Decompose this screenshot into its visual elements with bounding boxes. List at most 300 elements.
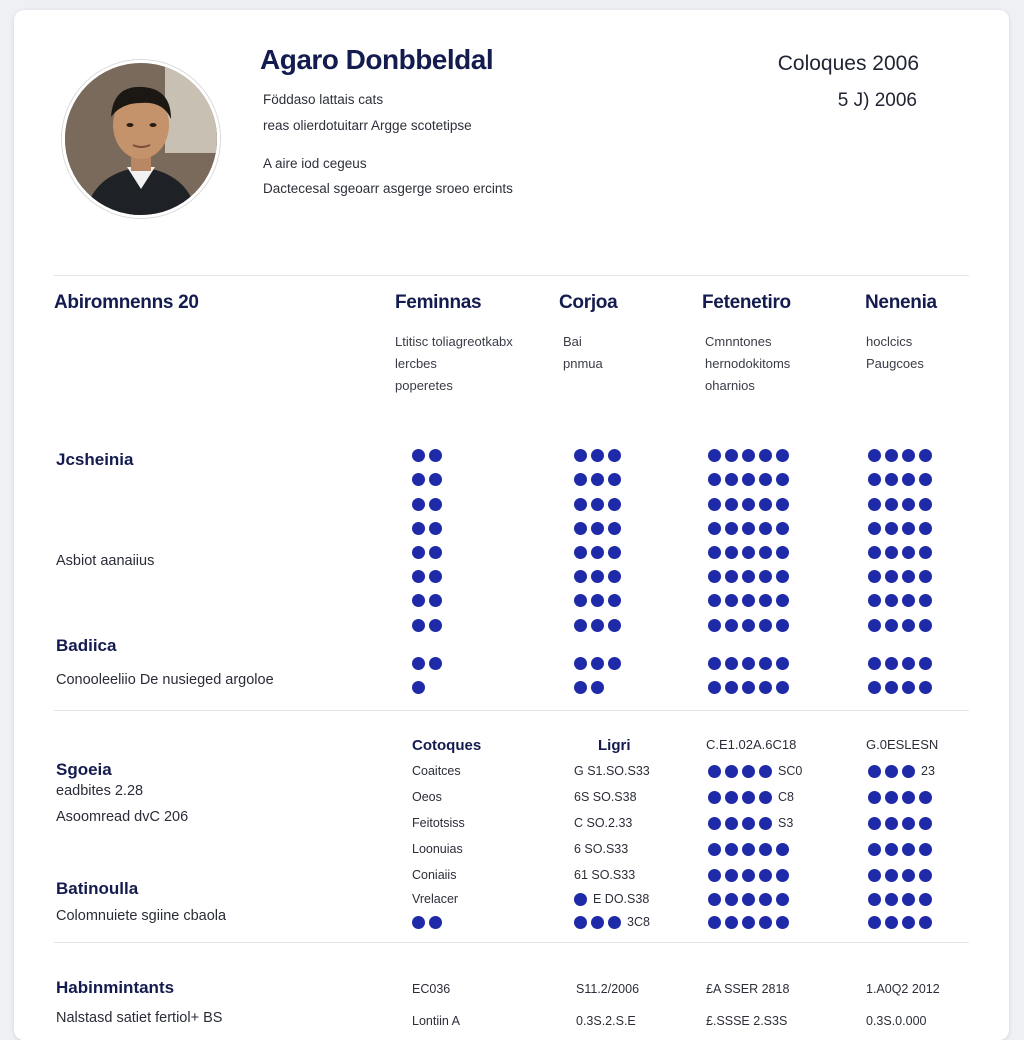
rating-dot	[902, 657, 915, 670]
cell-text: 6S SO.S38	[574, 790, 637, 804]
rating-dot	[591, 498, 604, 511]
table-header: C.E1.02A.6C18	[706, 737, 797, 752]
rating-dot	[885, 765, 898, 778]
rating-dot	[902, 869, 915, 882]
rating-dot	[591, 681, 604, 694]
rating-dot	[902, 817, 915, 830]
rating-dot	[742, 791, 755, 804]
rating-dots	[412, 593, 442, 607]
rating-dot	[759, 498, 772, 511]
rating-dot	[885, 916, 898, 929]
rating-dot	[412, 449, 425, 462]
rating-dot	[868, 817, 881, 830]
rating-dots	[412, 680, 425, 694]
column-subtitle	[563, 331, 603, 375]
rating-dots	[868, 472, 932, 486]
rating-dot	[708, 522, 721, 535]
value-cell: £.SSSE 2.S3S	[706, 1014, 788, 1028]
rating-dot	[412, 473, 425, 486]
rating-dot	[919, 681, 932, 694]
rating-dot	[759, 522, 772, 535]
table-cell-name	[412, 790, 442, 804]
rating-dot	[742, 619, 755, 632]
table-cell-rating	[868, 915, 932, 929]
rating-dot	[708, 657, 721, 670]
rating-dot	[885, 681, 898, 694]
rating-dot	[776, 473, 789, 486]
rating-dot	[919, 657, 932, 670]
rating-dot	[919, 473, 932, 486]
cell-text: Coniaiis	[412, 868, 457, 882]
rating-dot	[742, 893, 755, 906]
rating-dot	[885, 843, 898, 856]
rating-dot	[885, 869, 898, 882]
rating-dots	[412, 521, 442, 535]
rating-dot	[742, 570, 755, 583]
rating-dot	[868, 619, 881, 632]
rating-dot	[919, 619, 932, 632]
rating-dot	[574, 594, 587, 607]
table-cell-rating	[868, 842, 932, 856]
rating-dots	[868, 593, 932, 607]
cell-text: C SO.2.33	[574, 816, 633, 830]
row-label: Badiica	[56, 636, 117, 655]
rating-dot	[429, 546, 442, 559]
row-label: Colomnuiete sgiine cbaola	[56, 908, 227, 924]
value-cell: £A SSER 2818	[706, 982, 790, 996]
rating-dot	[608, 619, 621, 632]
rating-dots	[412, 545, 442, 559]
rating-dots	[708, 656, 789, 670]
rating-dot	[429, 619, 442, 632]
rating-dot	[902, 765, 915, 778]
rating-dots	[868, 842, 932, 856]
cell-text: Oeos	[412, 790, 442, 804]
rating-dot	[742, 817, 755, 830]
table-cell-rating	[708, 816, 793, 830]
divider	[54, 275, 969, 276]
rating-dot	[868, 657, 881, 670]
rating-dot	[759, 681, 772, 694]
rating-dot	[591, 657, 604, 670]
rating-dots	[868, 448, 932, 462]
column-subtitle	[866, 331, 924, 375]
rating-dot	[725, 657, 738, 670]
rating-dots	[708, 868, 789, 882]
rating-dot	[759, 449, 772, 462]
rating-dot	[885, 893, 898, 906]
rating-dot	[868, 916, 881, 929]
row-label: Jcsheinia	[56, 450, 134, 469]
rating-dot	[868, 765, 881, 778]
rating-dot	[725, 765, 738, 778]
rating-dot	[608, 498, 621, 511]
rating-dot	[412, 657, 425, 670]
rating-dot	[591, 522, 604, 535]
rating-dot	[708, 619, 721, 632]
rating-dot	[725, 546, 738, 559]
rating-dots	[708, 680, 789, 694]
rating-dot	[429, 594, 442, 607]
rating-dot	[574, 449, 587, 462]
rating-dot	[429, 473, 442, 486]
rating-dot	[776, 916, 789, 929]
column-header: Corjoa	[559, 292, 618, 313]
table-cell-name	[412, 842, 463, 856]
rating-dot	[412, 619, 425, 632]
table-cell-value	[574, 816, 632, 830]
rating-dot	[919, 916, 932, 929]
value-cell: Lontiin A	[412, 1014, 460, 1028]
rating-dot	[919, 817, 932, 830]
rating-dots	[708, 618, 789, 632]
value-cell: 0.3S.0.000	[866, 1014, 927, 1028]
table-cell-rating	[868, 892, 932, 906]
rating-dot	[429, 449, 442, 462]
rating-dot	[776, 522, 789, 535]
rating-dot	[708, 449, 721, 462]
rating-dot	[902, 449, 915, 462]
rating-dot	[708, 498, 721, 511]
rating-dot	[708, 843, 721, 856]
section-title: Abiromnenns 20	[54, 292, 199, 313]
rating-dots	[574, 521, 621, 535]
value-cell: 0.3S.2.S.E	[576, 1014, 636, 1028]
rating-dot	[574, 570, 587, 583]
column-header: Feminnas	[395, 292, 482, 313]
rating-dot	[591, 594, 604, 607]
rating-dot	[574, 893, 587, 906]
rating-dot	[429, 498, 442, 511]
rating-dot	[885, 817, 898, 830]
column-subtitle-line: poperetes	[395, 378, 453, 393]
rating-dot	[759, 843, 772, 856]
rating-dot	[725, 570, 738, 583]
rating-dot	[868, 791, 881, 804]
column-subtitle-line: Paugcoes	[866, 356, 924, 371]
rating-dot	[902, 473, 915, 486]
rating-dot	[885, 449, 898, 462]
rating-dot	[868, 570, 881, 583]
rating-dots	[868, 618, 932, 632]
cell-text: Coaitces	[412, 764, 461, 778]
rating-dot	[868, 869, 881, 882]
rating-dot	[868, 843, 881, 856]
column-header: Nenenia	[865, 292, 937, 313]
rating-dot	[759, 869, 772, 882]
rating-dot	[574, 681, 587, 694]
rating-dot	[885, 657, 898, 670]
rating-dot	[708, 546, 721, 559]
rating-dot	[608, 570, 621, 583]
rating-dot	[429, 522, 442, 535]
rating-dot	[902, 893, 915, 906]
rating-dot	[919, 546, 932, 559]
rating-dot	[919, 522, 932, 535]
rating-dot	[725, 791, 738, 804]
cell-text: SC0	[778, 764, 803, 778]
table-cell-name	[412, 915, 442, 929]
rating-dots	[868, 868, 932, 882]
rating-dots	[412, 656, 442, 670]
rating-dot	[725, 843, 738, 856]
rating-dot	[759, 893, 772, 906]
row-label: Conooleeliio De nusieged argoloe	[56, 672, 274, 688]
rating-dot	[776, 657, 789, 670]
table-cell-rating	[708, 842, 789, 856]
rating-dot	[725, 522, 738, 535]
rating-dots	[868, 545, 932, 559]
rating-dots	[868, 656, 932, 670]
rating-dots	[412, 569, 442, 583]
avatar	[62, 60, 220, 218]
cell-text: 61 SO.S33	[574, 868, 636, 882]
rating-dots	[868, 569, 932, 583]
table-cell-value	[574, 764, 650, 778]
rating-dots	[708, 915, 789, 929]
rating-dot	[902, 681, 915, 694]
rating-dot	[885, 619, 898, 632]
rating-dot	[708, 681, 721, 694]
rating-dots	[574, 497, 621, 511]
section-title: Habinmintants	[56, 978, 175, 997]
rating-dot	[759, 594, 772, 607]
rating-dots	[868, 764, 915, 778]
rating-dots	[868, 680, 932, 694]
rating-dot	[574, 498, 587, 511]
rating-dot	[742, 594, 755, 607]
rating-dots	[868, 892, 932, 906]
rating-dot	[725, 449, 738, 462]
rating-dot	[759, 570, 772, 583]
table-cell-rating	[708, 868, 789, 882]
rating-dot	[902, 619, 915, 632]
rating-dot	[708, 893, 721, 906]
rating-dot	[776, 619, 789, 632]
table-header: Cotoques	[412, 737, 482, 754]
table-cell-name	[412, 764, 461, 778]
rating-dots	[574, 680, 604, 694]
rating-dot	[742, 498, 755, 511]
cell-text: C8	[778, 790, 794, 804]
rating-dot	[574, 473, 587, 486]
rating-dots	[574, 545, 621, 559]
value-cell: EC036	[412, 982, 451, 996]
rating-dots	[574, 569, 621, 583]
column-subtitle-line: pnmua	[563, 356, 603, 371]
rating-dot	[902, 843, 915, 856]
rating-dot	[776, 893, 789, 906]
rating-dot	[412, 916, 425, 929]
rating-dot	[902, 594, 915, 607]
rating-dots	[708, 842, 789, 856]
column-subtitle-line: Bai	[563, 334, 582, 349]
cell-text: Loonuias	[412, 842, 463, 856]
rating-dot	[776, 843, 789, 856]
rating-dot	[776, 869, 789, 882]
rating-dots	[412, 472, 442, 486]
table-cell-name	[412, 868, 456, 882]
rating-dot	[412, 570, 425, 583]
rating-dots	[574, 915, 621, 929]
table-cell-rating	[868, 764, 935, 778]
rating-dot	[708, 473, 721, 486]
rating-dot	[574, 657, 587, 670]
rating-dot	[776, 449, 789, 462]
rating-dot	[919, 791, 932, 804]
rating-dot	[759, 765, 772, 778]
meta-line: A aire iod cegeus	[263, 156, 367, 171]
rating-dot	[412, 522, 425, 535]
row-label: eadbites 2.28	[56, 783, 144, 799]
rating-dots	[708, 448, 789, 462]
rating-dot	[725, 681, 738, 694]
rating-dot	[608, 473, 621, 486]
rating-dots	[708, 521, 789, 535]
rating-dot	[708, 916, 721, 929]
rating-dot	[868, 522, 881, 535]
table-cell-value	[574, 892, 649, 906]
rating-dot	[902, 522, 915, 535]
rating-dots	[574, 892, 587, 906]
cell-text: S3	[778, 816, 794, 830]
rating-dot	[759, 791, 772, 804]
row-label: Sgoeia	[56, 760, 112, 779]
rating-dot	[742, 473, 755, 486]
rating-dot	[608, 546, 621, 559]
rating-dots	[412, 448, 442, 462]
column-subtitle-line: oharnios	[705, 378, 755, 393]
cell-text: 3C8	[627, 915, 650, 929]
cell-text: Feitotsiss	[412, 816, 465, 830]
rating-dots	[708, 816, 772, 830]
rating-dot	[885, 791, 898, 804]
rating-dot	[591, 916, 604, 929]
rating-dot	[885, 522, 898, 535]
column-subtitle-line: Cmnntones	[705, 334, 772, 349]
column-header: Fetenetiro	[702, 292, 791, 313]
profile-card	[14, 10, 1009, 1040]
rating-dot	[608, 594, 621, 607]
rating-dot	[412, 546, 425, 559]
rating-dot	[591, 619, 604, 632]
column-subtitle	[705, 331, 790, 397]
column-subtitle	[395, 331, 513, 397]
meta-line: Föddaso lattais cats	[263, 92, 384, 107]
table-cell-rating	[868, 790, 932, 804]
rating-dot	[574, 619, 587, 632]
rating-dot	[885, 498, 898, 511]
rating-dot	[776, 681, 789, 694]
rating-dot	[868, 893, 881, 906]
rating-dot	[868, 546, 881, 559]
meta-line: Dactecesal sgeoarr asgerge sroeo ercints	[263, 181, 513, 196]
rating-dot	[919, 594, 932, 607]
rating-dot	[919, 893, 932, 906]
rating-dot	[708, 570, 721, 583]
table-cell-value	[574, 915, 650, 929]
rating-dots	[708, 497, 789, 511]
rating-dots	[868, 915, 932, 929]
rating-dot	[759, 916, 772, 929]
column-subtitle-line: hernodokitoms	[705, 356, 791, 371]
rating-dot	[919, 843, 932, 856]
divider	[54, 710, 969, 711]
rating-dot	[742, 869, 755, 882]
table-cell-rating	[708, 790, 794, 804]
column-subtitle-line: lercbes	[395, 356, 437, 371]
rating-dot	[885, 546, 898, 559]
rating-dot	[429, 916, 442, 929]
rating-dot	[742, 449, 755, 462]
rating-dot	[742, 546, 755, 559]
rating-dot	[759, 619, 772, 632]
rating-dot	[725, 498, 738, 511]
rating-dot	[868, 594, 881, 607]
rating-dot	[608, 916, 621, 929]
rating-dot	[902, 916, 915, 929]
rating-dot	[742, 681, 755, 694]
rating-dots	[708, 545, 789, 559]
rating-dot	[708, 817, 721, 830]
rating-dot	[412, 681, 425, 694]
table-cell-rating	[708, 915, 789, 929]
rating-dot	[742, 843, 755, 856]
rating-dots	[412, 618, 442, 632]
rating-dot	[902, 791, 915, 804]
rating-dot	[776, 546, 789, 559]
rating-dot	[429, 657, 442, 670]
rating-dots	[708, 569, 789, 583]
rating-dot	[725, 893, 738, 906]
table-cell-value	[574, 868, 635, 882]
rating-dot	[412, 594, 425, 607]
person-portrait-icon	[65, 63, 217, 215]
rating-dot	[591, 473, 604, 486]
rating-dot	[608, 657, 621, 670]
table-cell-name	[412, 816, 465, 830]
rating-dot	[591, 449, 604, 462]
row-label: Batinoulla	[56, 879, 139, 898]
rating-dot	[759, 817, 772, 830]
rating-dot	[591, 570, 604, 583]
rating-dots	[868, 497, 932, 511]
meta-line: reas olierdotuitarr Argge scotetipse	[263, 118, 472, 133]
rating-dot	[919, 498, 932, 511]
rating-dot	[776, 498, 789, 511]
rating-dot	[708, 765, 721, 778]
rating-dots	[868, 790, 932, 804]
rating-dot	[868, 498, 881, 511]
rating-dot	[574, 522, 587, 535]
rating-dot	[725, 594, 738, 607]
rating-dot	[759, 657, 772, 670]
table-cell-rating	[868, 868, 932, 882]
rating-dot	[742, 657, 755, 670]
rating-dots	[574, 448, 621, 462]
table-cell-value	[574, 790, 637, 804]
date-label: Coloques 2006	[777, 52, 919, 75]
rating-dots	[574, 618, 621, 632]
rating-dot	[608, 449, 621, 462]
table-cell-name	[412, 892, 458, 906]
rating-dot	[902, 570, 915, 583]
rating-dot	[776, 594, 789, 607]
rating-dot	[919, 449, 932, 462]
rating-dot	[919, 570, 932, 583]
value-cell: 1.A0Q2 2012	[866, 982, 940, 996]
rating-dot	[885, 570, 898, 583]
